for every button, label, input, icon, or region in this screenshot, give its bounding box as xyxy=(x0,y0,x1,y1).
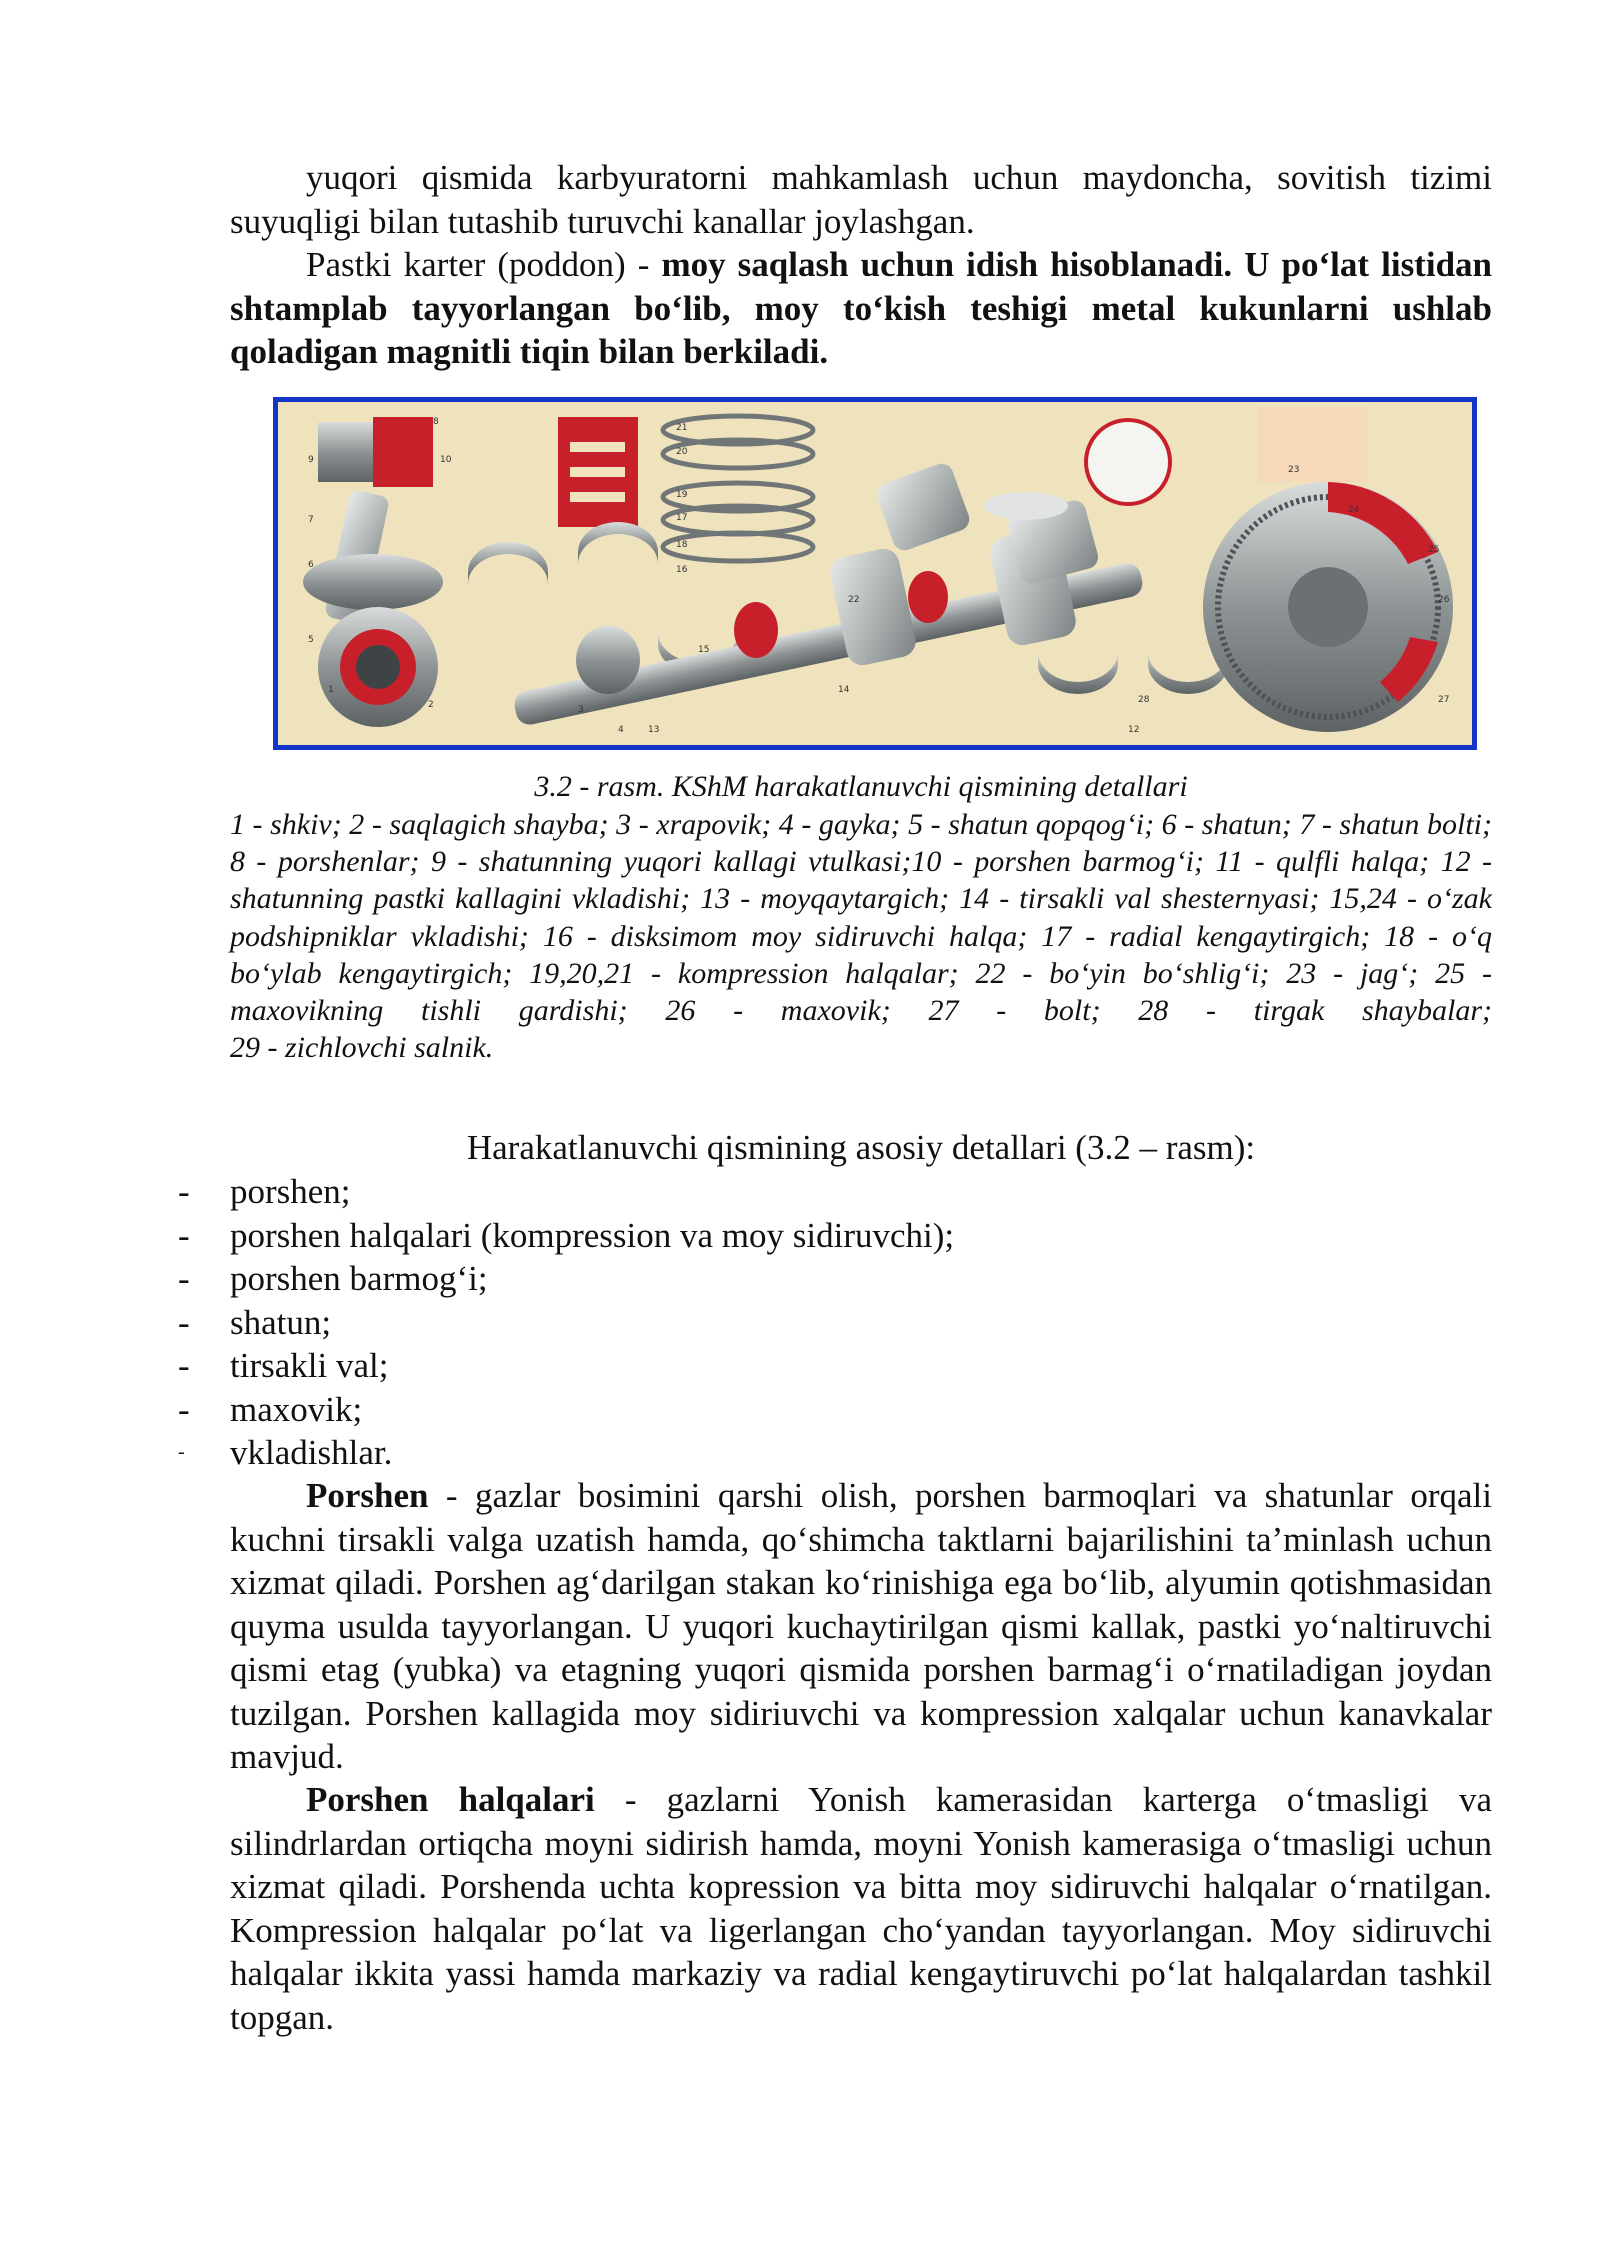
ring-detail-circle xyxy=(1086,420,1170,504)
porshen-paragraph xyxy=(230,1474,1492,1779)
callout-number: 22 xyxy=(848,595,860,605)
callout-number: 6 xyxy=(308,560,314,570)
figure-legend-text: 1 - shkiv; 2 - saqlagich shayba; 3 - xrapovik; 4 - gayka; 5 - shatun qopqog‘i; 6 - shatun; 7 - shatun bolti; 8 - porshenlar; 9 - shatunning yuqori kallagi vtulkasi;10 - porshen barmog‘i; 11 - qulfli halqa; 12 - shatunning pastki kallagini vkladishi; 13 - moyqaytargich; 14 - tirsakli val shesternyasi; 15,24 - o‘zak podshipniklar vkladishi; 16 - disksimom moy sidiruvchi halqa; 17 - radial kengaytirgich; 18 - o‘q bo‘ylab kengaytirgich; 19,20,21 - kompression halqalar; 22 - bo‘yin bo‘shlig‘i; 23 - jag‘; 25 - maxovikning tishli gardishi; 26 - maxovik; 27 - bolt; 28 - tirgak shaybalar; xyxy=(230,808,1492,1028)
list-item-text: porshen; xyxy=(230,1172,351,1211)
callout-number: 25 xyxy=(1428,545,1440,555)
callout-number: 3 xyxy=(578,705,584,715)
callout-number: 21 xyxy=(676,423,688,433)
porshen-text: - gazlar bosimini qarshi olish, porshen barmoqlari va shatunlar orqali kuchni tirsakli valga uzatish hamda, qo‘shimcha taktlarni bajarilishini ta’minlash uchun xizmat qiladi. Porshen ag‘darilgan stakan ko‘rinishiga ega bo‘lib, alyumin qotishmasidan quyma usulda tayyorlangan. U yuqori kuchaytirilgan qismi kallak, pastki yo‘naltiruvchi qismi etag (yubka) va etagning yuqori qismida porshen barmag‘i o‘rnatiladigan joydan tuzilgan. Porshen kallagida moy sidiriuvchi va kompression xalqalar uchun kanavkalar mavjud. xyxy=(230,1476,1492,1776)
callout-number: 14 xyxy=(838,685,850,695)
callout-number: 8 xyxy=(433,417,439,427)
figure-legend-last: 29 - zichlovchi salnik. xyxy=(230,1031,494,1065)
figure-caption: 3.2 - rasm. KShM harakatlanuvchi qismining detallari xyxy=(534,770,1188,803)
karter-bold-text: moy saqlash uchun idish hisoblanadi. U po‘lat listidan shtamplab tayyorlangan bo‘lib, moy to‘kish teshigi metal kukunlarni ushlab qoladigan magnitli tiqin bilan berkiladi. xyxy=(230,245,1492,371)
callout-number: 5 xyxy=(308,635,314,645)
list-dash: - xyxy=(178,1346,190,1385)
list-dash: - xyxy=(178,1441,185,1463)
callout-number: 18 xyxy=(676,540,688,550)
callout-number: 26 xyxy=(1438,595,1450,605)
callout-number: 13 xyxy=(648,725,660,735)
rings-term: Porshen halqalari xyxy=(306,1780,595,1819)
flywheel-drawing xyxy=(1203,482,1453,732)
callout-number: 28 xyxy=(1138,695,1150,705)
callout-number: 16 xyxy=(676,565,688,575)
callout-number: 4 xyxy=(618,725,624,735)
callout-number: 10 xyxy=(440,455,452,465)
callout-number: 20 xyxy=(676,447,688,457)
callout-number: 27 xyxy=(1438,695,1450,705)
kshm-parts-figure xyxy=(273,397,1477,750)
list-item-text: maxovik; xyxy=(230,1389,363,1429)
callout-number: 24 xyxy=(1348,505,1360,515)
list-dash: - xyxy=(178,1215,190,1255)
callout-number: 23 xyxy=(1288,465,1300,475)
list-dash: - xyxy=(178,1259,190,1298)
rings-paragraph xyxy=(230,1778,1492,2039)
list-dash: - xyxy=(178,1172,190,1211)
callout-number: 1 xyxy=(328,685,334,695)
list-item-text: tirsakli val; xyxy=(230,1346,389,1385)
karter-paragraph xyxy=(230,243,1492,374)
rings-text: - gazlarni Yonish kamerasidan karterga o‘tmasligi va silindrlardan ortiqcha moyni sidirish hamda, moyni Yonish kamerasiga o‘tmasligi uchun xizmat qiladi. Porshenda uchta kopression va bitta moy sidiruvchi halqalar o‘rnatilgan. Kompression halqalar po‘lat va ligerlangan cho‘yandan tayyorlangan. Moy sidiruvchi halqalar ikkita yassi hamda markaziy va radial kengaytiruvchi po‘lat halqalardan tashkil topgan. xyxy=(230,1780,1492,2037)
section-heading: Harakatlanuvchi qismining asosiy detallari (3.2 – rasm): xyxy=(466,1128,1256,1167)
callout-number: 7 xyxy=(308,515,314,525)
callout-number: 12 xyxy=(1128,725,1140,735)
callout-number: 19 xyxy=(676,490,688,500)
list-dash: - xyxy=(178,1302,190,1342)
figure-legend xyxy=(230,806,1492,1066)
intro-text: yuqori qismida karbyuratorni mahkamlash uchun maydoncha, sovitish tizimi suyuqligi bilan tutashib turuvchi kanallar joylashgan. xyxy=(230,158,1492,241)
karter-prefix: Pastki karter (poddon) - xyxy=(306,245,662,284)
list-item-text: vkladishlar. xyxy=(230,1433,393,1472)
callout-number: 9 xyxy=(308,455,314,465)
list-item-text: shatun; xyxy=(230,1302,332,1342)
callout-number: 17 xyxy=(676,513,688,523)
callout-number: 15 xyxy=(698,645,710,655)
kshm-illustration xyxy=(278,402,1472,745)
porshen-term: Porshen xyxy=(306,1476,429,1515)
list-item-text: porshen halqalari (kompression va moy sidiruvchi); xyxy=(230,1215,955,1255)
list-item-text: porshen barmog‘i; xyxy=(230,1259,488,1298)
intro-paragraph xyxy=(230,156,1492,243)
callout-number: 2 xyxy=(428,700,434,710)
piston-connecting-rod-drawing xyxy=(303,417,443,727)
list-dash: - xyxy=(178,1389,190,1429)
